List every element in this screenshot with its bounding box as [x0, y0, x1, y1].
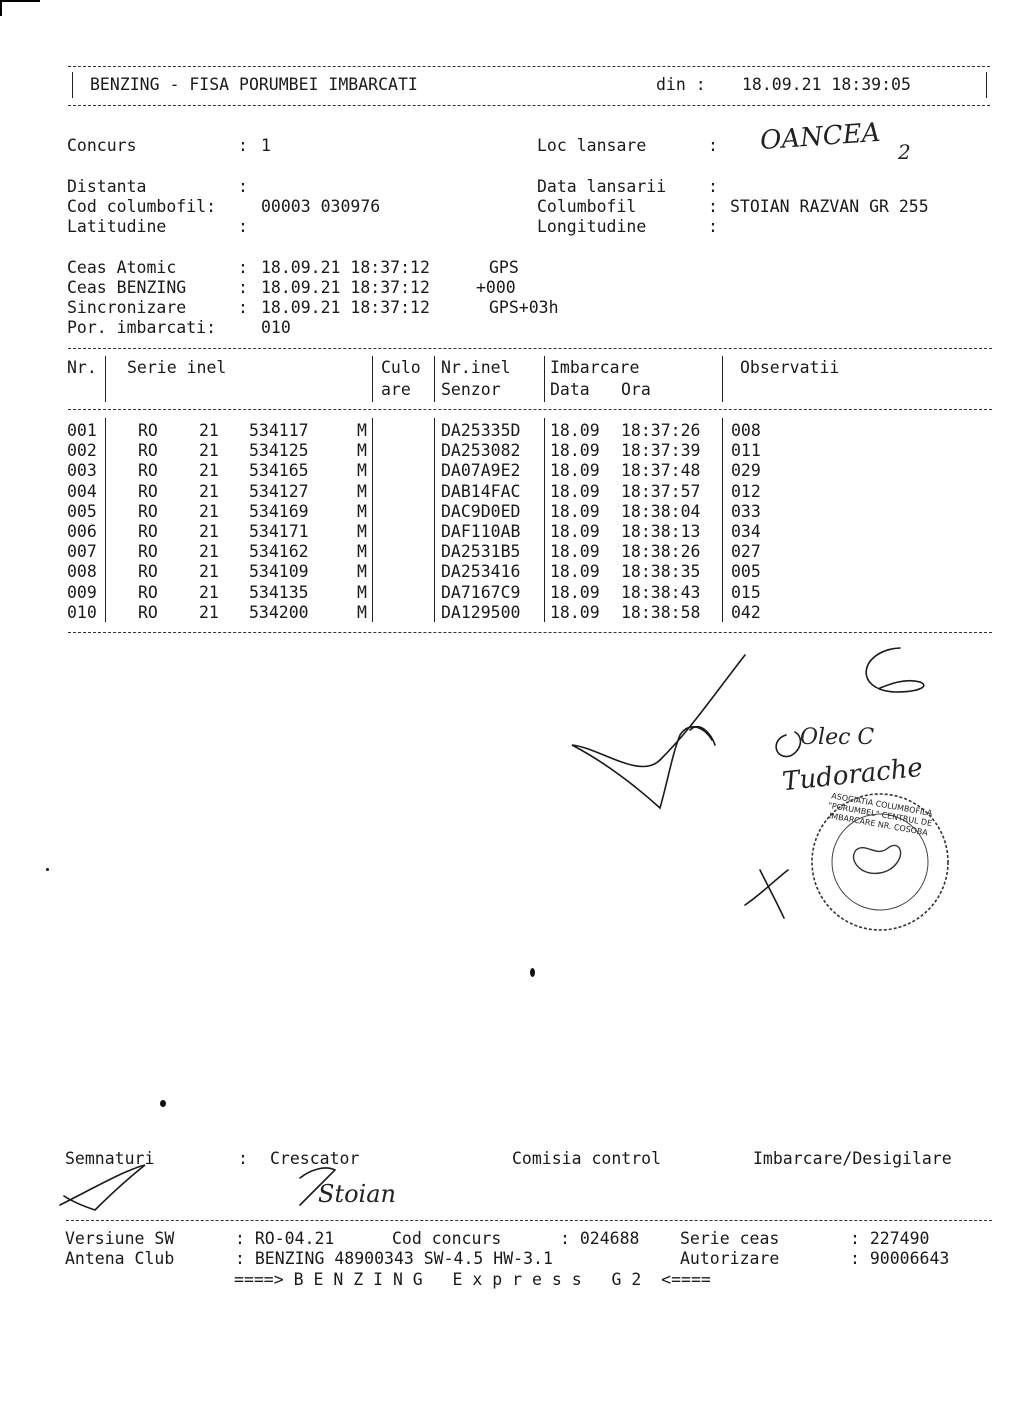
row-sensor: DA129500: [441, 602, 521, 622]
row-date: 18.09: [550, 501, 600, 521]
row-time: 18:38:04: [621, 501, 701, 521]
col-header-nr: Nr.: [67, 358, 97, 377]
row-country: RO: [138, 481, 158, 501]
row-observatii: 015: [731, 582, 761, 602]
row-ring-number: 534200: [249, 602, 309, 622]
autorizare-value: : 90006643: [850, 1249, 950, 1268]
row-ring-number: 534165: [249, 461, 309, 481]
col-header-are: are: [381, 380, 411, 399]
row-year: 21: [199, 562, 219, 582]
loc-lansare-colon: :: [708, 136, 718, 155]
ceas-benzing-value: 18.09.21 18:37:12: [261, 278, 430, 297]
row-date: 18.09: [550, 542, 600, 562]
row-country: RO: [138, 421, 158, 440]
loc-lansare-label: Loc lansare: [537, 136, 647, 155]
ceas-atomic-extra: GPS: [489, 258, 519, 277]
row-date: 18.09: [550, 562, 600, 582]
row-date: 18.09: [550, 522, 600, 541]
row-country: RO: [138, 602, 158, 622]
ceas-benzing-colon: :: [238, 278, 248, 297]
row-observatii: 042: [731, 602, 761, 622]
row-sex: M: [357, 562, 367, 582]
row-sex: M: [357, 542, 367, 562]
serie-ceas-value: : 227490: [850, 1229, 930, 1248]
row-country: RO: [138, 461, 158, 481]
row-year: 21: [199, 421, 219, 440]
distanta-colon: :: [238, 177, 248, 196]
footer-banner: ====> B E N Z I N G E x p r e s s G 2 <====: [234, 1270, 711, 1289]
row-ring-number: 534162: [249, 542, 309, 562]
longitudine-colon: :: [708, 217, 718, 236]
row-ring-number: 534127: [249, 481, 309, 501]
concurs-value: 1: [261, 136, 271, 155]
ceas-atomic-value: 18.09.21 18:37:12: [261, 258, 430, 277]
columbofil-label: Columbofil: [537, 197, 637, 216]
row-time: 18:37:48: [621, 461, 701, 481]
row-time: 18:38:26: [621, 542, 701, 562]
header-din-label: din :: [656, 75, 706, 94]
comisia-control-label: Comisia control: [512, 1149, 662, 1168]
row-nr: 004: [67, 481, 97, 501]
col-header-nr-inel: Nr.inel: [441, 358, 511, 377]
crescator-signature: Stoian: [318, 1180, 396, 1208]
row-nr: 008: [67, 562, 97, 582]
row-year: 21: [199, 501, 219, 521]
signature-commission-3: [776, 732, 800, 757]
row-country: RO: [138, 441, 158, 461]
col-header-ora: Ora: [621, 380, 651, 399]
row-observatii: 033: [731, 501, 761, 521]
concurs-colon: :: [238, 136, 248, 155]
longitudine-label: Longitudine: [537, 217, 647, 236]
row-sex: M: [357, 481, 367, 501]
row-sex: M: [357, 501, 367, 521]
row-nr: 006: [67, 522, 97, 541]
columbofil-value: STOIAN RAZVAN GR 255: [730, 197, 929, 216]
row-nr: 009: [67, 582, 97, 602]
row-country: RO: [138, 542, 158, 562]
loc-lansare-mark: 2: [898, 140, 911, 164]
row-country: RO: [138, 562, 158, 582]
row-sex: M: [357, 582, 367, 602]
row-observatii: 027: [731, 542, 761, 562]
row-nr: 003: [67, 461, 97, 481]
row-year: 21: [199, 481, 219, 501]
row-ring-number: 534171: [249, 522, 309, 541]
row-date: 18.09: [550, 421, 600, 440]
latitudine-label: Latitudine: [67, 217, 167, 236]
concurs-label: Concurs: [67, 136, 137, 155]
versiune-sw-label: Versiune SW: [65, 1229, 175, 1248]
row-date: 18.09: [550, 582, 600, 602]
footer-rule: [66, 1220, 992, 1221]
cod-columbofil-value: 00003 030976: [261, 197, 381, 216]
cod-concurs-label: Cod concurs: [392, 1229, 502, 1248]
row-year: 21: [199, 582, 219, 602]
row-year: 21: [199, 602, 219, 622]
row-observatii: 012: [731, 481, 761, 501]
row-date: 18.09: [550, 481, 600, 501]
row-sensor: DA253082: [441, 441, 521, 461]
row-sex: M: [357, 421, 367, 440]
semnaturi-label: Semnaturi: [65, 1149, 155, 1168]
row-ring-number: 534109: [249, 562, 309, 582]
col-header-data: Data: [550, 380, 590, 399]
row-nr: 002: [67, 441, 97, 461]
crescator-label: Crescator: [270, 1149, 360, 1168]
document-title: BENZING - FISA PORUMBEI IMBARCATI: [90, 75, 418, 94]
latitudine-colon: :: [238, 217, 248, 236]
cod-concurs-value: : 024688: [560, 1229, 640, 1248]
ceas-benzing-label: Ceas BENZING: [67, 278, 187, 297]
row-date: 18.09: [550, 461, 600, 481]
row-country: RO: [138, 501, 158, 521]
row-observatii: 029: [731, 461, 761, 481]
row-observatii: 005: [731, 562, 761, 582]
stamp-text: ASOCIATIA COLUMBOFILA "PORUMBEL" CENTRUL DE IMBARCARE NR. COSOBA: [827, 791, 933, 838]
row-date: 18.09: [550, 602, 600, 622]
antena-club-value: : BENZING 48900343 SW-4.5 HW-3.1: [235, 1249, 553, 1268]
row-observatii: 011: [731, 441, 761, 461]
row-sensor: DA7167C9: [441, 582, 521, 602]
columbofil-colon: :: [708, 197, 718, 216]
porumbei-imbarcati-label: Por. imbarcati:: [67, 318, 217, 337]
imbarcare-desigilare-label: Imbarcare/Desigilare: [753, 1149, 952, 1168]
distanta-label: Distanta: [67, 177, 147, 196]
row-nr: 001: [67, 421, 97, 440]
col-header-senzor: Senzor: [441, 380, 501, 399]
row-observatii: 008: [731, 421, 761, 440]
col-header-imbarcare: Imbarcare: [550, 358, 640, 377]
row-sex: M: [357, 602, 367, 622]
row-country: RO: [138, 522, 158, 541]
porumbei-imbarcati-value: 010: [261, 318, 291, 337]
row-sensor: DAC9D0ED: [441, 501, 521, 521]
commission-signature-text-2: Tudorache: [780, 752, 925, 798]
row-sensor: DA07A9E2: [441, 461, 521, 481]
row-time: 18:38:35: [621, 562, 701, 582]
data-lansarii-colon: :: [708, 177, 718, 196]
ceas-atomic-label: Ceas Atomic: [67, 258, 177, 277]
row-country: RO: [138, 582, 158, 602]
row-sensor: DAF110AB: [441, 522, 521, 541]
row-sensor: DA253416: [441, 562, 521, 582]
row-ring-number: 534117: [249, 421, 309, 440]
sincronizare-extra: GPS+03h: [489, 298, 559, 317]
row-time: 18:37:57: [621, 481, 701, 501]
col-header-culo: Culo: [381, 358, 421, 377]
row-sex: M: [357, 441, 367, 461]
signature-commission-1: [572, 655, 745, 808]
scan-speck: [46, 868, 49, 871]
row-time: 18:38:58: [621, 602, 701, 622]
ceas-atomic-colon: :: [238, 258, 248, 277]
col-header-serie-inel: Serie inel: [127, 358, 227, 377]
row-nr: 007: [67, 542, 97, 562]
row-sensor: DAB14FAC: [441, 481, 521, 501]
antena-club-label: Antena Club: [65, 1249, 175, 1268]
data-lansarii-label: Data lansarii: [537, 177, 667, 196]
row-nr: 005: [67, 501, 97, 521]
row-ring-number: 534169: [249, 501, 309, 521]
commission-signature-text-1: Olec C: [800, 725, 875, 750]
versiune-sw-value: : RO-04.21: [235, 1229, 335, 1248]
scan-speck: [530, 968, 535, 977]
signature-commission-2: [866, 648, 924, 692]
row-sex: M: [357, 461, 367, 481]
header-datetime: 18.09.21 18:39:05: [742, 75, 911, 94]
ceas-benzing-extra: +000: [476, 278, 516, 297]
row-time: 18:38:43: [621, 582, 701, 602]
row-year: 21: [199, 441, 219, 461]
row-ring-number: 534125: [249, 441, 309, 461]
row-year: 21: [199, 542, 219, 562]
loc-lansare-value: OANCEA: [759, 117, 882, 157]
row-time: 18:37:39: [621, 441, 701, 461]
sincronizare-label: Sincronizare: [67, 298, 187, 317]
signature-commission-4: [745, 870, 788, 918]
row-date: 18.09: [550, 441, 600, 461]
cod-columbofil-label: Cod columbofil:: [67, 197, 217, 216]
semnaturi-colon: :: [238, 1149, 248, 1168]
sincronizare-colon: :: [238, 298, 248, 317]
row-sensor: DA2531B5: [441, 542, 521, 562]
row-sensor: DA25335D: [441, 421, 521, 440]
row-year: 21: [199, 522, 219, 541]
signature-semnaturi: [60, 1165, 145, 1210]
row-ring-number: 534135: [249, 582, 309, 602]
sincronizare-value: 18.09.21 18:37:12: [261, 298, 430, 317]
row-nr: 010: [67, 602, 97, 622]
row-year: 21: [199, 461, 219, 481]
row-observatii: 034: [731, 522, 761, 541]
serie-ceas-label: Serie ceas: [680, 1229, 780, 1248]
scan-speck: [160, 1100, 166, 1107]
col-header-observatii: Observatii: [740, 358, 840, 377]
row-time: 18:38:13: [621, 522, 701, 541]
row-time: 18:37:26: [621, 421, 701, 440]
autorizare-label: Autorizare: [680, 1249, 780, 1268]
row-sex: M: [357, 522, 367, 541]
